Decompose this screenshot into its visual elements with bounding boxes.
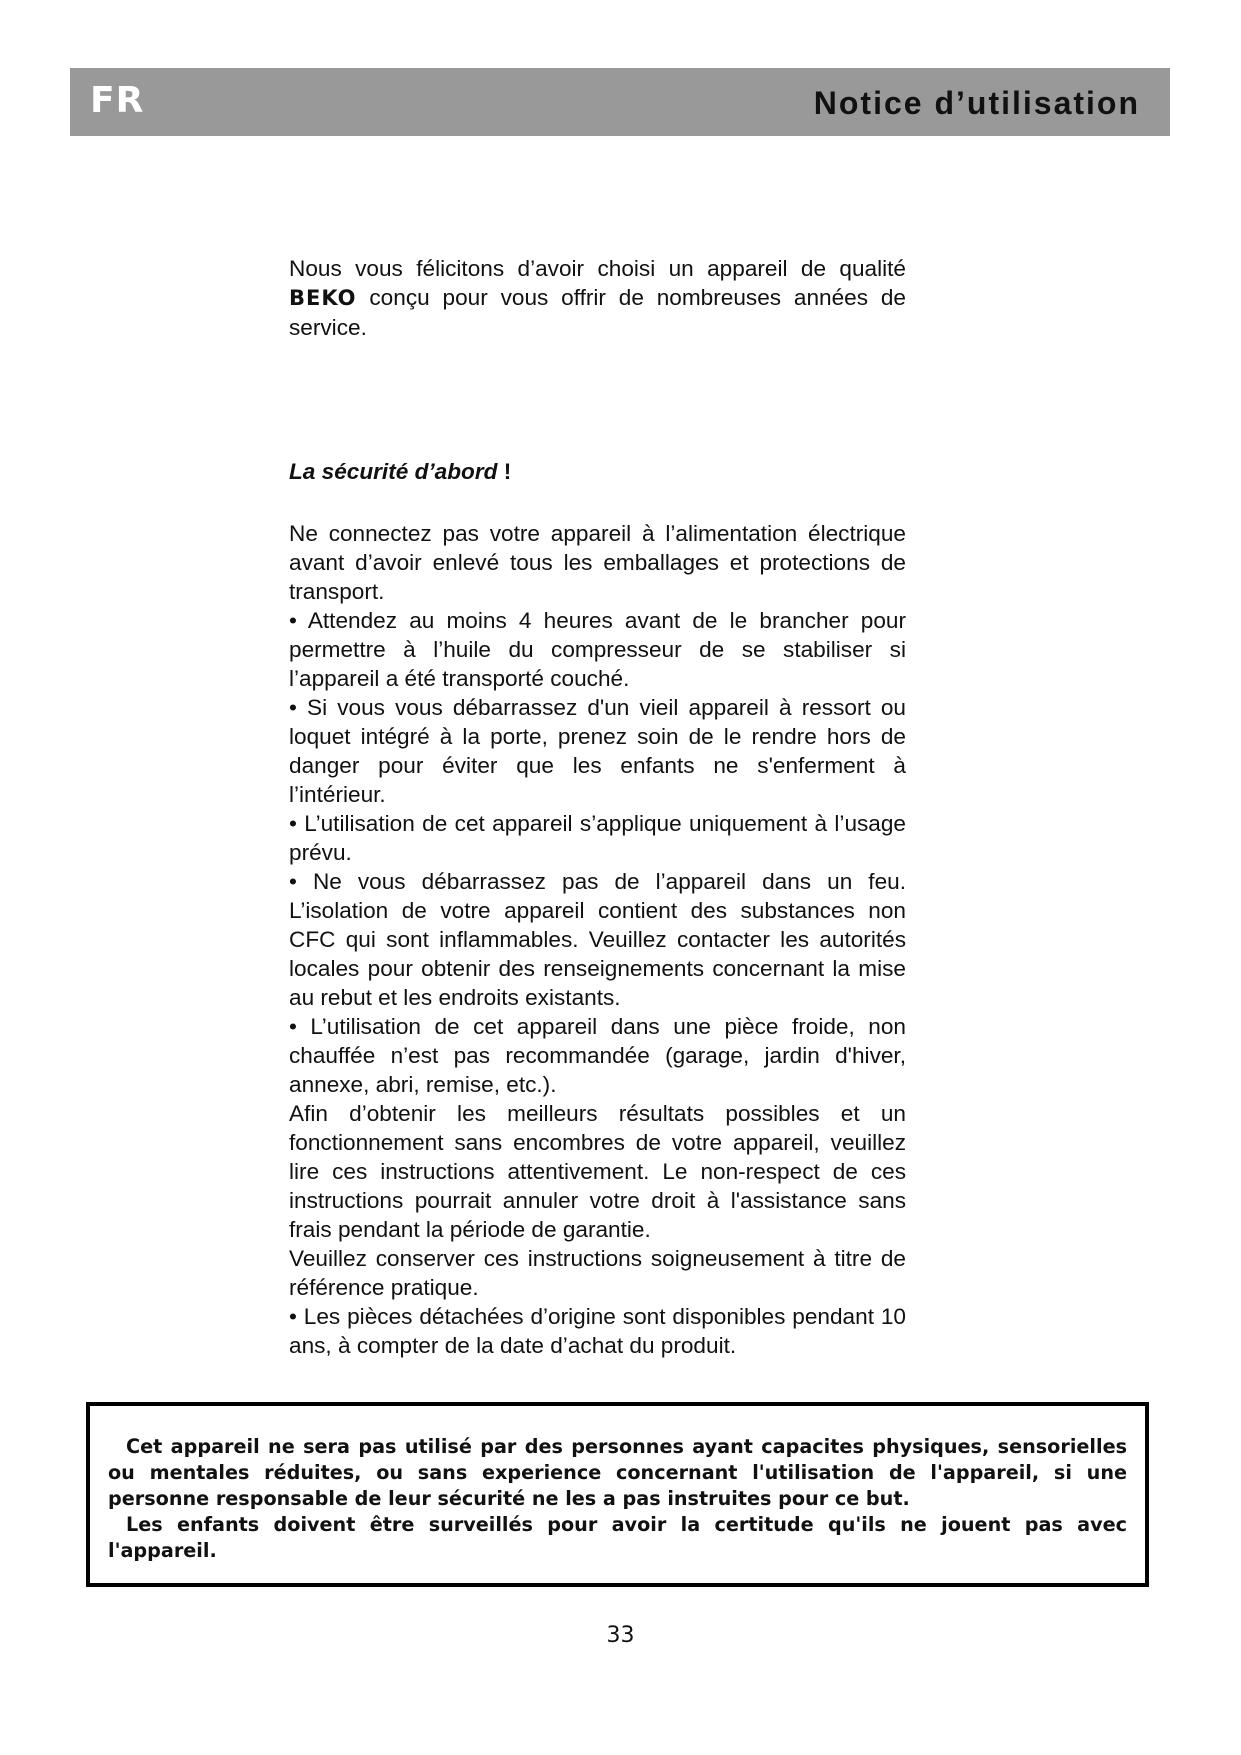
safety-paragraph: • Ne vous débarrassez pas de l’appareil dans un feu. L’isolation de votre appareil contient des substances non CFC qui sont inflammables. Veuillez contacter les autorités locales pour obtenir des renseignements concernant la mise au rebut et les endroits existants. (289, 869, 906, 1010)
warning-box (86, 1402, 1149, 1587)
safety-paragraph: • L’utilisation de cet appareil dans une pièce froide, non chauffée n’est pas recommandée (garage, jardin d'hiver, annexe, abri, remise, etc.). (289, 1014, 906, 1097)
safety-paragraph: Afin d’obtenir les meilleurs résultats possibles et un fonctionnement sans encombres de votre appareil, veuillez lire ces instructions attentivement. Le non-respect de ces instructions pourrait annuler votre droit à l'assistance sans frais pendant la période de garantie. (289, 1101, 906, 1242)
safety-paragraph: Veuillez conserver ces instructions soigneusement à titre de référence pratique. (289, 1246, 906, 1300)
header-bar (70, 68, 1170, 136)
safety-heading (289, 459, 511, 485)
language-code: FR (90, 80, 145, 121)
safety-heading-mark: ! (497, 459, 512, 484)
safety-paragraph: • Si vous vous débarrassez d'un vieil appareil à ressort ou loquet intégré à la porte, prenez soin de le rendre hors de danger pour éviter que les enfants ne s'enferment à l’intérieur. (289, 695, 906, 807)
safety-paragraph: Ne connectez pas votre appareil à l’alimentation électrique avant d’avoir enlevé tous les emballages et protections de transport. (289, 521, 906, 604)
safety-paragraph: • Attendez au moins 4 heures avant de le brancher pour permettre à l’huile du compresseur de se stabiliser si l’appareil a été transporté couché. (289, 608, 906, 691)
page-number: 33 (606, 1623, 635, 1648)
safety-paragraph: • Les pièces détachées d’origine sont disponibles pendant 10 ans, à compter de la date d’achat du produit. (289, 1304, 906, 1358)
intro-text-end: conçu pour vous offrir de nombreuses années de service. (289, 285, 906, 340)
safety-paragraph: • L’utilisation de cet appareil s’applique uniquement à l’usage prévu. (289, 811, 906, 865)
safety-heading-text: La sécurité d’abord (289, 459, 498, 484)
intro-paragraph (289, 254, 906, 342)
warning-paragraph-2: Les enfants doivent être surveillés pour avoir la certitude qu'ils ne jouent pas avec l'appareil. (108, 1513, 1127, 1562)
warning-paragraph-1: Cet appareil ne sera pas utilisé par des personnes ayant capacites physiques, sensorielles ou mentales réduites, ou sans experience concernant l'utilisation de l'appareil, si une personne responsable de leur sécurité ne les a pas instruites pour ce but. (108, 1435, 1127, 1510)
document-title: Notice d’utilisation (813, 85, 1140, 121)
brand-name: BEKO (289, 286, 357, 310)
intro-text-start: Nous vous félicitons d’avoir choisi un appareil de qualité (289, 256, 906, 281)
safety-body (289, 519, 906, 1360)
